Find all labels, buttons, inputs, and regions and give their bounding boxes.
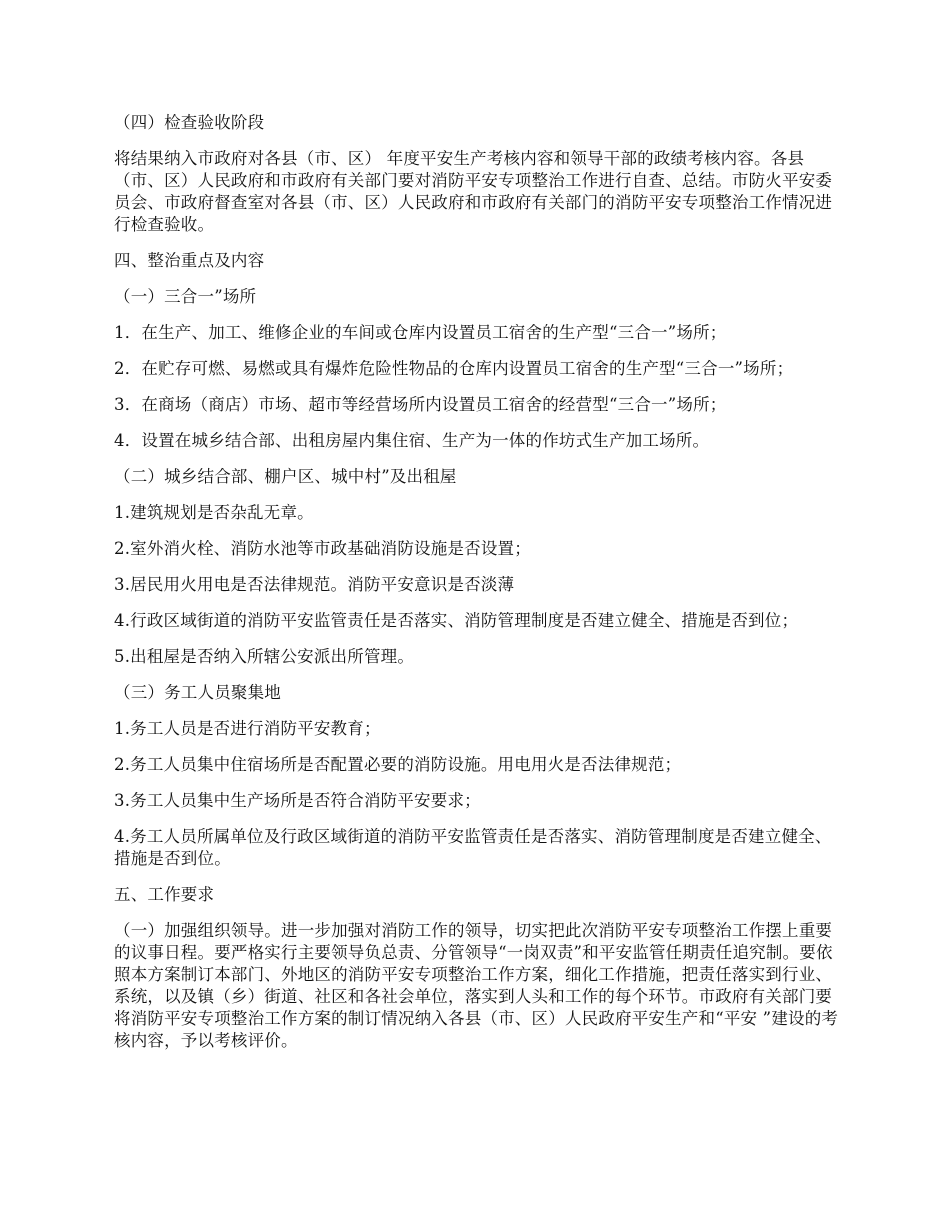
list-item: 3.务工人员集中生产场所是否符合消防平安要求； [114, 791, 481, 810]
list-item: 4.务工人员所属单位及行政区域街道的消防平安监管责任是否落实、消防管理制度是否建立健全、措施是否到位。 [114, 827, 832, 868]
list-item: 2．在贮存可燃、易燃或具有爆炸危险性物品的仓库内设置员工宿舍的生产型“三合一”场所； [114, 359, 794, 378]
section-heading-inspection-stage: （四）检查验收阶段 [114, 113, 265, 132]
document-body [114, 112, 844, 1066]
list-item: 4.行政区域街道的消防平安监管责任是否落实、消防管理制度是否建立健全、措施是否到位； [114, 611, 799, 630]
list-item: 4．设置在城乡结合部、出租房屋内集住宿、生产为一体的作坊式生产加工场所。 [114, 431, 710, 450]
subsection-heading-three-in-one: （一）三合一”场所 [114, 287, 257, 306]
list-item: 3.居民用火用电是否法律规范。消防平安意识是否淡薄 [114, 575, 515, 594]
list-item: 1.务工人员是否进行消防平安教育； [114, 719, 381, 738]
subsection-heading-migrant-workers: （三）务工人员聚集地 [114, 683, 281, 702]
list-item: 3．在商场（商店）市场、超市等经营场所内设置员工宿舍的经营型“三合一”场所； [114, 395, 727, 414]
subsection-heading-urban-rural: （二）城乡结合部、棚户区、城中村”及出租屋 [114, 467, 457, 486]
paragraph-organization-leadership: （一）加强组织领导。进一步加强对消防工作的领导，切实把此次消防平安专项整治工作摆上重要的议事日程。要严格实行主要领导负总责、分管领导“一岗双责”和平安监管任期责任追究制。要依照本方案制订本部门、外地区的消防平安专项整治工作方案，细化工作措施，把责任落实到行业、系统，以及镇（乡）街道、社区和各社会单位，落实到人头和工作的每个环节。市政府有关部门要将消防平安专项整治工作方案的制订情况纳入各县（市、区）人民政府平安生产和“平安 ”建设的考核内容，予以考核评价。 [114, 921, 839, 1050]
list-item: 2.务工人员集中住宿场所是否配置必要的消防设施。用电用火是否法律规范； [114, 755, 682, 774]
list-item: 5.出租屋是否纳入所辖公安派出所管理。 [114, 647, 415, 666]
list-item: 1．在生产、加工、维修企业的车间或仓库内设置员工宿舍的生产型“三合一”场所； [114, 323, 727, 342]
section-heading-work-requirements: 五、工作要求 [114, 885, 215, 904]
list-item: 1.建筑规划是否杂乱无章。 [114, 503, 314, 522]
list-item: 2.室外消火栓、消防水池等市政基础消防设施是否设置； [114, 539, 531, 558]
section-heading-key-points: 四、整治重点及内容 [114, 251, 265, 270]
paragraph-inspection-details: 将结果纳入市政府对各县（市、区） 年度平安生产考核内容和领导干部的政绩考核内容。各县（市、区）人民政府和市政府有关部门要对消防平安专项整治工作进行自查、总结。市防火平安委员会、市政府督查室对各县（市、区）人民政府和市政府有关部门的消防平安专项整治工作情况进行检查验收。 [114, 149, 833, 234]
